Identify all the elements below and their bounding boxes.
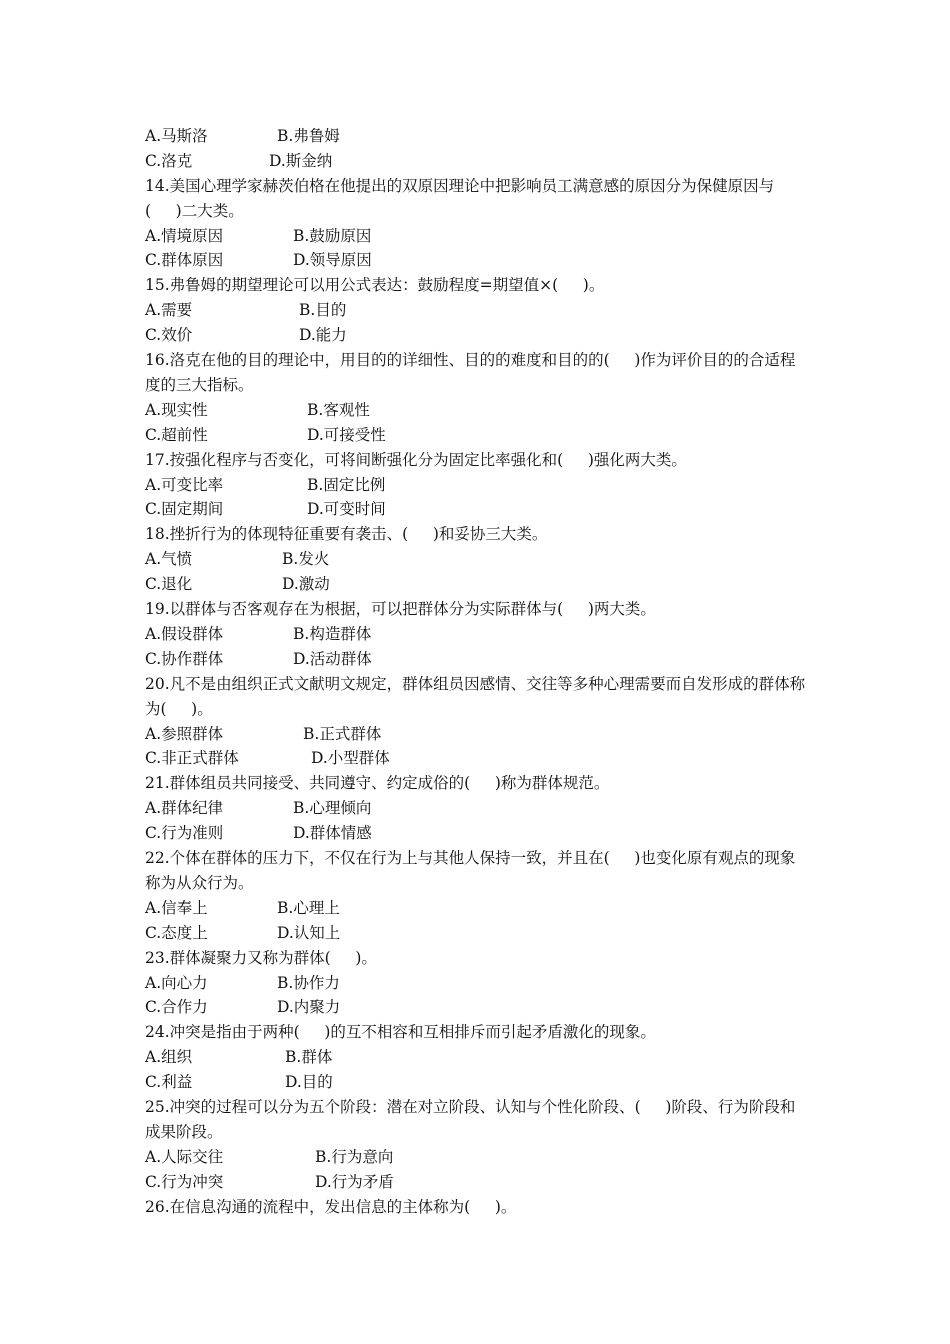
question-22: 22.个体在群体的压力下，不仅在行为上与其他人保持一致，并且在( )也变化原有观点的现象称为从众行为。 (145, 849, 796, 892)
option-a: A.气愤 (145, 550, 193, 569)
option-a: A.需要 (145, 301, 193, 320)
option-row (145, 1145, 810, 1170)
option-b: B.心理上 (277, 898, 340, 917)
option-row (145, 746, 810, 771)
option-d: D.小型群体 (311, 749, 390, 768)
option-row (145, 572, 810, 597)
option-d: D.可接受性 (307, 425, 386, 444)
option-d: D.能力 (299, 326, 347, 345)
option-c: C.合作力 (145, 998, 208, 1017)
question-14: 14.美国心理学家赫茨伯格在他提出的双原因理论中把影响员工满意感的原因分为保健原因与( )二大类。 (145, 176, 775, 220)
option-row (145, 796, 810, 821)
option-b: B.客观性 (307, 400, 370, 419)
option-a: A.信奉上 (145, 898, 208, 917)
question-20: 20.凡不是由组织正式文献明文规定，群体组员因感情、交往等多种心理需要而自发形成的群体称为( )。 (145, 674, 806, 718)
option-row (145, 497, 810, 522)
option-row (145, 547, 810, 572)
option-c: C.超前性 (145, 425, 208, 444)
option-row (145, 124, 810, 149)
option-row (145, 149, 810, 174)
question-15: 15.弗鲁姆的期望理论可以用公式表达：鼓励程度=期望值×( )。 (145, 276, 605, 295)
option-c: C.行为冲突 (145, 1172, 224, 1191)
option-row (145, 224, 810, 249)
option-c: C.利益 (145, 1073, 193, 1092)
option-c: C.固定期间 (145, 500, 224, 519)
option-b: B.目的 (299, 301, 347, 320)
option-a: A.参照群体 (145, 724, 224, 743)
question-18: 18.挫折行为的体现特征重要有袭击、( )和妥协三大类。 (145, 525, 548, 544)
option-row (145, 323, 810, 348)
option-b: B.鼓励原因 (293, 226, 372, 245)
option-d: D.目的 (285, 1073, 333, 1092)
option-c: C.态度上 (145, 923, 208, 942)
question-list (145, 124, 810, 1219)
option-row (145, 995, 810, 1020)
option-c: C.行为准则 (145, 824, 224, 843)
option-row (145, 821, 810, 846)
option-a: A.人际交往 (145, 1147, 224, 1166)
option-row (145, 1070, 810, 1095)
option-d: D.认知上 (277, 923, 341, 942)
option-b: B.群体 (285, 1048, 333, 1067)
option-a: A.向心力 (145, 973, 208, 992)
option-a: A.可变比率 (145, 475, 224, 494)
option-d: D.斯金纳 (269, 151, 333, 170)
option-row (145, 896, 810, 921)
option-c: C.效价 (145, 326, 193, 345)
option-b: B.行为意向 (315, 1147, 394, 1166)
option-a: A.假设群体 (145, 624, 224, 643)
option-row (145, 248, 810, 273)
option-b: B.构造群体 (293, 624, 372, 643)
option-d: D.激动 (282, 575, 330, 594)
option-a: A.组织 (145, 1048, 193, 1067)
option-row (145, 1045, 810, 1070)
option-d: D.群体情感 (293, 824, 372, 843)
option-row (145, 473, 810, 498)
option-row (145, 398, 810, 423)
option-b: B.正式群体 (303, 724, 382, 743)
option-row (145, 622, 810, 647)
option-row (145, 298, 810, 323)
option-a: A.情境原因 (145, 226, 224, 245)
option-d: D.活动群体 (293, 649, 372, 668)
option-d: D.内聚力 (277, 998, 341, 1017)
question-25: 25.冲突的过程可以分为五个阶段：潜在对立阶段、认知与个性化阶段、( )阶段、行为阶段和成果阶段。 (145, 1097, 796, 1141)
option-b: B.发火 (282, 550, 330, 569)
question-17: 17.按强化程序与否变化，可将间断强化分为固定比率强化和( )强化两大类。 (145, 450, 687, 469)
question-19: 19.以群体与否客观存在为根据，可以把群体分为实际群体与( )两大类。 (145, 600, 656, 619)
option-c: C.洛克 (145, 151, 193, 170)
option-d: D.可变时间 (307, 500, 386, 519)
option-c: C.退化 (145, 575, 193, 594)
option-b: B.协作力 (277, 973, 340, 992)
question-23: 23.群体凝聚力又称为群体( )。 (145, 948, 377, 967)
option-c: C.非正式群体 (145, 749, 239, 768)
option-a: A.现实性 (145, 400, 208, 419)
question-24: 24.冲突是指由于两种( )的互不相容和互相排斥而引起矛盾激化的现象。 (145, 1023, 656, 1042)
question-16: 16.洛克在他的目的理论中，用目的的详细性、目的的难度和目的的( )作为评价目的的合适程度的三大指标。 (145, 351, 796, 394)
option-a: A.马斯洛 (145, 127, 208, 145)
option-d: D.行为矛盾 (315, 1172, 394, 1191)
option-c: C.协作群体 (145, 649, 224, 668)
option-b: B.固定比例 (307, 475, 386, 494)
option-row (145, 1170, 810, 1195)
option-row (145, 921, 810, 946)
option-b: B.心理倾向 (293, 799, 372, 818)
option-row (145, 722, 810, 747)
question-26: 26.在信息沟通的流程中，发出信息的主体称为( )。 (145, 1197, 517, 1216)
option-row (145, 971, 810, 996)
option-b: B.弗鲁姆 (277, 127, 340, 145)
option-d: D.领导原因 (293, 251, 372, 270)
option-a: A.群体纪律 (145, 799, 224, 818)
option-row (145, 423, 810, 448)
option-row (145, 647, 810, 672)
option-c: C.群体原因 (145, 251, 224, 270)
question-21: 21.群体组员共同接受、共同遵守、约定成俗的( )称为群体规范。 (145, 774, 610, 793)
